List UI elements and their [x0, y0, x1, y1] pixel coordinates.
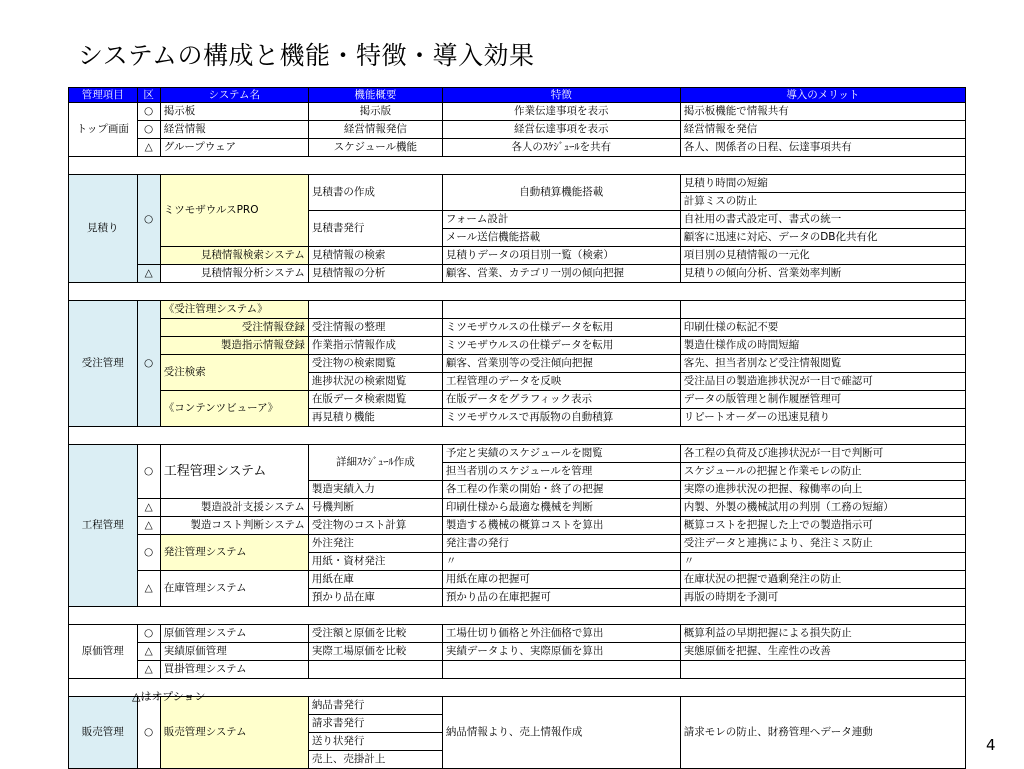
system-name-cell: 在庫管理システム — [160, 571, 308, 607]
mark-cell: ○ — [137, 175, 160, 265]
function-cell — [308, 661, 442, 679]
table-row — [69, 391, 966, 409]
function-cell: 見積情報の検索 — [308, 247, 442, 265]
function-cell: 受注物のコスト計算 — [308, 517, 442, 535]
feature-cell — [442, 661, 680, 679]
table-row — [69, 625, 966, 643]
feature-cell: 実績データより、実際原価を算出 — [442, 643, 680, 661]
function-cell: 進捗状況の検索閲覧 — [308, 373, 442, 391]
system-name-cell: 発注管理システム — [160, 535, 308, 571]
merit-cell: リピートオーダーの迅速見積り — [680, 409, 965, 427]
merit-cell: 概算コストを把握した上での製造指示可 — [680, 517, 965, 535]
mark-cell: △ — [137, 265, 160, 283]
function-cell: 作業指示情報作成 — [308, 337, 442, 355]
mark-cell: △ — [137, 499, 160, 517]
function-cell: 実際工場原価を比較 — [308, 643, 442, 661]
category-cell: 工程管理 — [69, 445, 138, 607]
merit-cell: 実際の進捗状況の把握、稼働率の向上 — [680, 481, 965, 499]
page-title: システムの構成と機能・特徴・導入効果 — [78, 41, 535, 70]
mark-cell: ○ — [137, 445, 160, 499]
function-cell: 受注情報の整理 — [308, 319, 442, 337]
feature-cell: 各人のｽｹｼﾞｭｰﾙを共有 — [442, 139, 680, 157]
merit-cell: 内製、外製の機械試用の判別（工務の短縮） — [680, 499, 965, 517]
function-cell: スケジュール機能 — [308, 139, 442, 157]
mark-cell: △ — [137, 139, 160, 157]
feature-cell: 在版データをグラフィック表示 — [442, 391, 680, 409]
merit-cell — [680, 661, 965, 679]
function-cell — [308, 301, 442, 319]
merit-cell: 在庫状況の把握で過剰発注の防止 — [680, 571, 965, 589]
mark-cell: △ — [137, 643, 160, 661]
feature-cell: ミツモザウルスの仕様データを転用 — [442, 337, 680, 355]
feature-cell: 印刷仕様から最適な機械を判断 — [442, 499, 680, 517]
merit-cell: 請求モレの防止、財務管理へデータ連動 — [680, 697, 965, 769]
table-row — [69, 265, 966, 283]
function-cell: 受注物の検索閲覧 — [308, 355, 442, 373]
function-cell: 見積書発行 — [308, 211, 442, 247]
function-cell: 受注額と原価を比較 — [308, 625, 442, 643]
feature-cell: ミツモザウルスの仕様データを転用 — [442, 319, 680, 337]
merit-cell: 見積り時間の短縮 — [680, 175, 965, 193]
page-number: 4 — [986, 736, 996, 754]
function-cell: 号機判断 — [308, 499, 442, 517]
mark-cell: ○ — [137, 625, 160, 643]
feature-cell: 預かり品の在庫把握可 — [442, 589, 680, 607]
feature-cell: 納品情報より、売上情報作成 — [442, 697, 680, 769]
function-cell: 詳細ｽｹｼﾞｭｰﾙ作成 — [308, 445, 442, 481]
category-cell: 販売管理 — [69, 697, 138, 769]
mark-cell: △ — [137, 517, 160, 535]
table-row — [69, 337, 966, 355]
merit-cell: 印刷仕様の転記不要 — [680, 319, 965, 337]
system-name-cell: 工程管理システム — [160, 445, 308, 499]
table-row — [69, 499, 966, 517]
feature-cell: 工場仕切り価格と外注価格で算出 — [442, 625, 680, 643]
merit-cell: 経営情報を発信 — [680, 121, 965, 139]
mark-cell: ○ — [137, 697, 160, 769]
system-name-cell: 受注情報登録 — [160, 319, 308, 337]
feature-cell: 自動積算機能搭載 — [442, 175, 680, 211]
table-row — [69, 517, 966, 535]
function-cell: 用紙在庫 — [308, 571, 442, 589]
category-cell: 受注管理 — [69, 301, 138, 427]
merit-cell: 各工程の負荷及び進捗状況が一目で判断可 — [680, 445, 965, 463]
merit-cell: 実態原価を把握、生産性の改善 — [680, 643, 965, 661]
merit-cell: 受注データと連携により、発注ミス防止 — [680, 535, 965, 553]
function-cell: 外注発注 — [308, 535, 442, 553]
merit-cell: 製造仕様作成の時間短縮 — [680, 337, 965, 355]
feature-cell: 経営伝達事項を表示 — [442, 121, 680, 139]
system-name-cell: ミツモザウルスPRO — [160, 175, 308, 247]
mark-cell: ○ — [137, 301, 160, 427]
merit-cell: スケジュールの把握と作業モレの防止 — [680, 463, 965, 481]
feature-cell: メール送信機能搭載 — [442, 229, 680, 247]
table-row — [69, 445, 966, 463]
function-cell: 経営情報発信 — [308, 121, 442, 139]
feature-cell: 顧客、営業別等の受注傾向把握 — [442, 355, 680, 373]
feature-cell: 担当者別のスケジュールを管理 — [442, 463, 680, 481]
feature-cell: 用紙在庫の把握可 — [442, 571, 680, 589]
mark-cell: ○ — [137, 121, 160, 139]
merit-cell: 計算ミスの防止 — [680, 193, 965, 211]
table-row — [69, 355, 966, 373]
merit-cell: 見積りの傾向分析、営業効率判断 — [680, 265, 965, 283]
table-row — [69, 319, 966, 337]
feature-cell: 製造する機械の概算コストを算出 — [442, 517, 680, 535]
function-cell: 掲示版 — [308, 103, 442, 121]
system-group-cell: 《コンテンツビューア》 — [160, 391, 308, 427]
function-cell: 請求書発行 — [308, 715, 442, 733]
header-cell: 特徴 — [442, 88, 680, 103]
table-row — [69, 301, 966, 319]
merit-cell — [680, 301, 965, 319]
system-name-cell: 実績原価管理 — [160, 643, 308, 661]
function-cell: 売上、売掛計上 — [308, 751, 442, 769]
merit-cell: 項目別の見積情報の一元化 — [680, 247, 965, 265]
mark-cell: ○ — [137, 103, 160, 121]
system-name-cell: 見積情報検索システム — [160, 247, 308, 265]
merit-cell: 〃 — [680, 553, 965, 571]
system-name-cell: 経営情報 — [160, 121, 308, 139]
system-name-cell: 掲示板 — [160, 103, 308, 121]
feature-cell: 見積りデータの項目別一覧（検索） — [442, 247, 680, 265]
feature-cell: 工程管理のデータを反映 — [442, 373, 680, 391]
table-row — [69, 571, 966, 589]
function-cell: 納品書発行 — [308, 697, 442, 715]
function-cell: 再見積り機能 — [308, 409, 442, 427]
table-row — [69, 139, 966, 157]
merit-cell: 顧客に迅速に対応、データのDB化共有化 — [680, 229, 965, 247]
feature-cell: 顧客、営業、カテゴリ一別の傾向把握 — [442, 265, 680, 283]
feature-cell: 発注書の発行 — [442, 535, 680, 553]
header-row — [69, 88, 966, 103]
category-cell: 原価管理 — [69, 625, 138, 679]
table-row — [69, 175, 966, 193]
system-name-cell: グループウェア — [160, 139, 308, 157]
header-cell: 区 — [137, 88, 160, 103]
merit-cell: データの版管理と制作履歴管理可 — [680, 391, 965, 409]
merit-cell: 概算利益の早期把握による損失防止 — [680, 625, 965, 643]
table-row — [69, 643, 966, 661]
system-name-cell: 受注検索 — [160, 355, 308, 391]
function-cell: 見積情報の分析 — [308, 265, 442, 283]
system-name-cell: 販売管理システム — [160, 697, 308, 769]
function-cell: 用紙・資材発注 — [308, 553, 442, 571]
function-cell: 在版データ検索閲覧 — [308, 391, 442, 409]
category-cell: 見積り — [69, 175, 138, 283]
header-cell: システム名 — [160, 88, 308, 103]
table-row — [69, 661, 966, 679]
feature-cell: 予定と実績のスケジュールを閲覧 — [442, 445, 680, 463]
mark-cell: ○ — [137, 535, 160, 571]
merit-cell: 各人、関係者の日程、伝達事項共有 — [680, 139, 965, 157]
merit-cell: 受注品目の製造進捗状況が一目で確認可 — [680, 373, 965, 391]
system-name-cell: 製造コスト判断システム — [160, 517, 308, 535]
table-row — [69, 103, 966, 121]
table-row — [69, 535, 966, 553]
system-table — [68, 87, 966, 769]
feature-cell: 各工程の作業の開始・終了の把握 — [442, 481, 680, 499]
system-name-cell: 見積情報分析システム — [160, 265, 308, 283]
feature-cell: フォーム設計 — [442, 211, 680, 229]
feature-cell: ミツモザウルスで再版物の自動積算 — [442, 409, 680, 427]
table-row — [69, 247, 966, 265]
category-cell: トップ画面 — [69, 103, 138, 157]
header-cell: 機能概要 — [308, 88, 442, 103]
table-row — [69, 121, 966, 139]
header-cell: 導入のメリット — [680, 88, 965, 103]
function-cell: 送り状発行 — [308, 733, 442, 751]
system-group-cell: 《受注管理システム》 — [160, 301, 308, 319]
merit-cell: 再版の時期を予測可 — [680, 589, 965, 607]
feature-cell: 〃 — [442, 553, 680, 571]
function-cell: 預かり品在庫 — [308, 589, 442, 607]
feature-cell: 作業伝達事項を表示 — [442, 103, 680, 121]
mark-cell: △ — [137, 571, 160, 607]
system-name-cell: 買掛管理システム — [160, 661, 308, 679]
merit-cell: 掲示板機能で情報共有 — [680, 103, 965, 121]
merit-cell: 自社用の書式設定可、書式の統一 — [680, 211, 965, 229]
footnote: △はオプション — [132, 690, 206, 703]
system-name-cell: 原価管理システム — [160, 625, 308, 643]
system-name-cell: 製造指示情報登録 — [160, 337, 308, 355]
function-cell: 製造実績入力 — [308, 481, 442, 499]
mark-cell: △ — [137, 661, 160, 679]
merit-cell: 客先、担当者別など受注情報閲覧 — [680, 355, 965, 373]
system-name-cell: 製造設計支援システム — [160, 499, 308, 517]
function-cell: 見積書の作成 — [308, 175, 442, 211]
feature-cell — [442, 301, 680, 319]
header-cell: 管理項目 — [69, 88, 138, 103]
